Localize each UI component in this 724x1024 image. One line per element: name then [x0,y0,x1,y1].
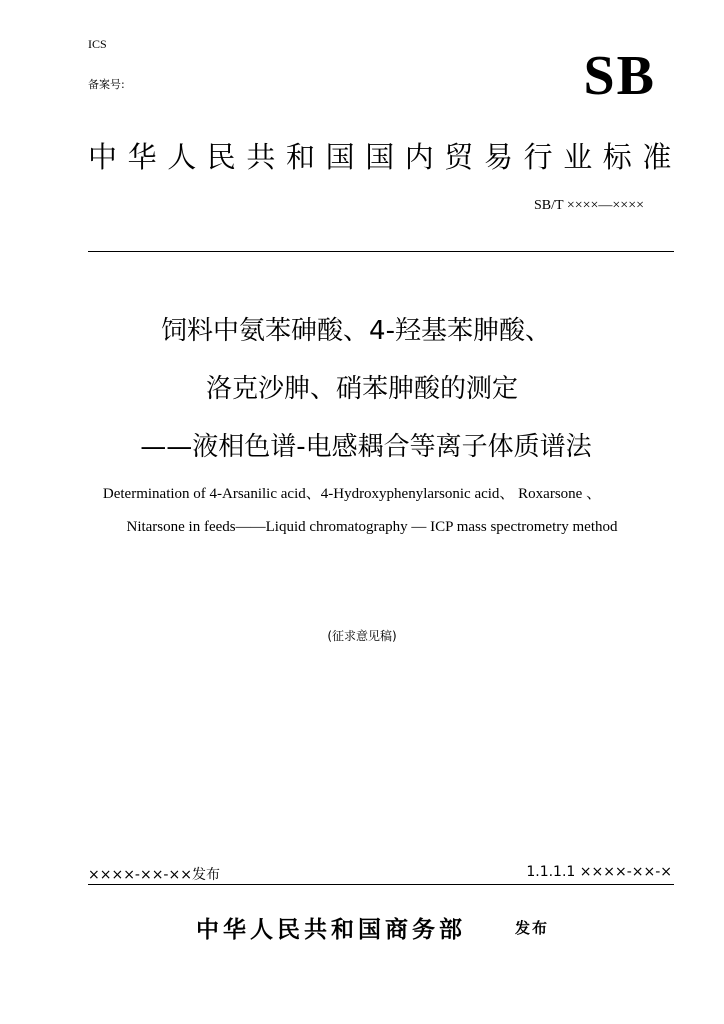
draft-note: (征求意见稿) [327,629,397,643]
issuing-ministry: 中华人民共和国商务部 [196,917,466,943]
title-cn-line-2: 洛克沙胂、硝苯胂酸的测定 [205,374,518,404]
issue-date: ××××-××-××发布 [88,867,220,883]
title-en-line-1: Determination of 4-Arsanilic acid、4-Hydroxyphenylarsonic acid、 Roxarsone 、 [102,486,602,502]
implementation-date: 1.1.1.1 ××××-××-× [526,864,672,880]
ics-label: ICS [88,37,107,51]
title-cn-line-3: ——液相色谱-电感耦合等离子体质谱法 [140,432,592,462]
record-number-label: 备案号: [88,78,125,91]
standard-category-title: 中华人民共和国国内贸易行业标准 [88,140,683,174]
bottom-divider [88,884,674,885]
title-en-line-2: Nitarsone in feeds——Liquid chromatography — ICP mass spectrometry method [126,519,618,535]
sb-logo: SB [583,45,656,107]
standard-number: SB/T ××××—×××× [534,198,644,213]
title-cn-line-1: 饲料中氨苯砷酸、4-羟基苯胂酸、 [161,316,551,346]
publish-label: 发布 [515,919,550,937]
top-divider [88,251,674,252]
